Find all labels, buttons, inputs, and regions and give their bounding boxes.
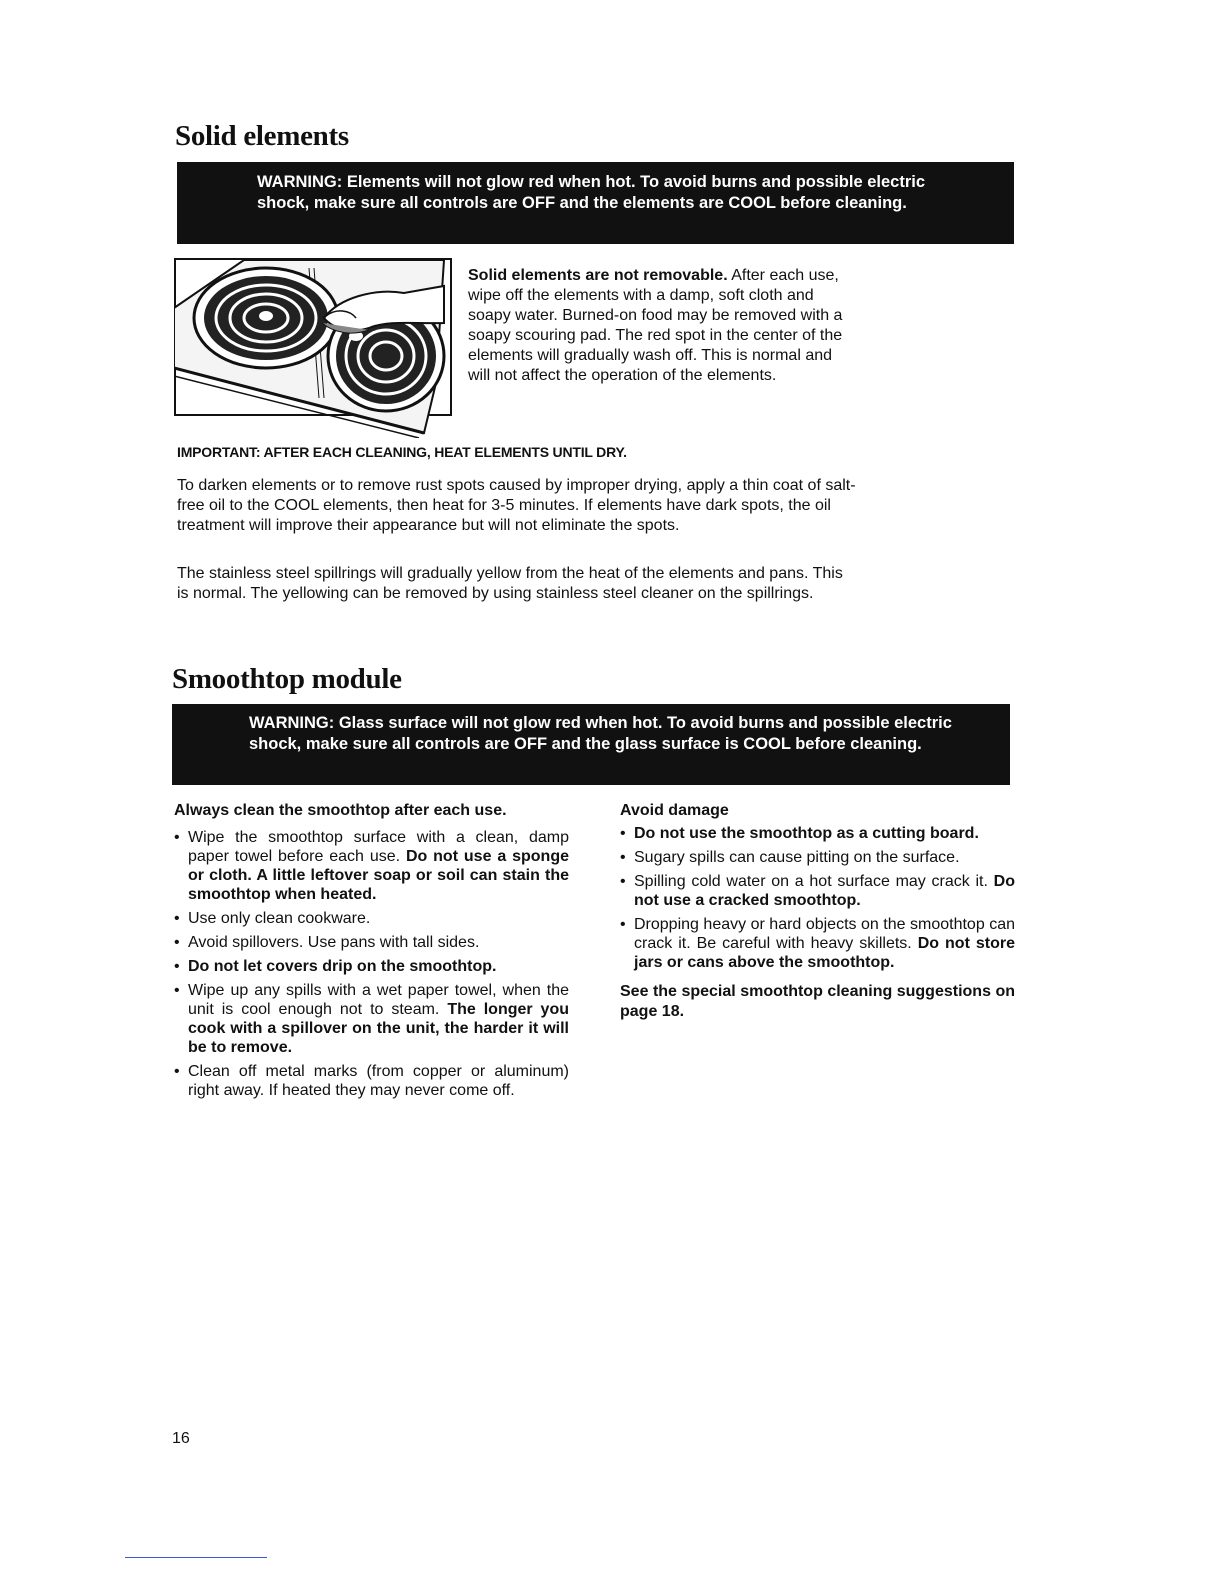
warning-text: WARNING: Elements will not glow red when hot. To avoid burns and possible electric shock, make sure all controls are OFF and the elements are COOL before cleaning. [257, 173, 926, 212]
list-item: • Do not let covers drip on the smoothtop. [174, 957, 569, 976]
list-item: • Avoid spillovers. Use pans with tall sides. [174, 933, 569, 952]
section-heading-smoothtop-module: Smoothtop module [172, 663, 402, 695]
spillrings-paragraph [177, 564, 857, 604]
list-item: • Wipe the smoothtop surface with a clean, damp paper towel before each use. Do not use a sponge or cloth. A little leftover soap or soil can stain the smoothtop when heated. [174, 828, 569, 904]
rust-spot-paragraph [177, 476, 877, 536]
solid-elements-illustration [174, 258, 454, 438]
list-item: • Clean off metal marks (from copper or aluminum) right away. If heated they may never come off. [174, 1062, 569, 1100]
page-number: 16 [172, 1430, 190, 1447]
important-note: IMPORTANT: AFTER EACH CLEANING, HEAT ELEMENTS UNTIL DRY. [177, 444, 627, 460]
section-heading-solid-elements: Solid elements [175, 120, 349, 152]
list-item: • Sugary spills can cause pitting on the surface. [620, 848, 1015, 867]
desc-text: After each use, wipe off the elements with a damp, soft cloth and soapy water. Burned-on food may be removed with a soapy scouring pad. The red spot in the center of the elements will gradually wash off. This is normal and will not affect the operation of the elements. [468, 267, 843, 384]
warning-box-smoothtop [172, 704, 1010, 785]
para-1: To darken elements or to remove rust spots caused by improper drying, apply a thin coat of salt-free oil to the COOL elements, then heat for 3-5 minutes. If elements have dark spots, the oil treatment will improve their appearance but will not eliminate the spots. [177, 477, 856, 534]
left-column [174, 802, 569, 1105]
left-heading: Always clean the smoothtop after each use. [174, 802, 507, 819]
right-heading: Avoid damage [620, 802, 729, 819]
list-item: • Use only clean cookware. [174, 909, 569, 928]
see-note: See the special smoothtop cleaning suggestions on page 18. [620, 983, 1015, 1020]
right-column [620, 802, 1015, 1022]
desc-bold: Solid elements are not removable. [468, 267, 728, 284]
list-item: • Dropping heavy or hard objects on the smoothtop can crack it. Be careful with heavy skillets. Do not store jars or cans above the smoothtop. [620, 915, 1015, 972]
left-bullet-list [174, 828, 569, 1100]
warning-text: WARNING: Glass surface will not glow red when hot. To avoid burns and possible electric shock, make sure all controls are OFF and the glass surface is COOL before cleaning. [249, 714, 952, 753]
para-2: The stainless steel spillrings will gradually yellow from the heat of the elements and pans. This is normal. The yellowing can be removed by using stainless steel cleaner on the spillrings. [177, 565, 843, 602]
list-item: • Do not use the smoothtop as a cutting board. [620, 824, 1015, 843]
right-bullet-list [620, 824, 1015, 972]
list-item: • Wipe up any spills with a wet paper towel, when the unit is cool enough not to steam. The longer you cook with a spillover on the unit, the harder it will be to remove. [174, 981, 569, 1057]
warning-box-solid-elements [177, 162, 1014, 244]
list-item: • Spilling cold water on a hot surface may crack it. Do not use a cracked smoothtop. [620, 872, 1015, 910]
solid-elements-description [468, 266, 858, 386]
bottom-rule [125, 1557, 267, 1558]
